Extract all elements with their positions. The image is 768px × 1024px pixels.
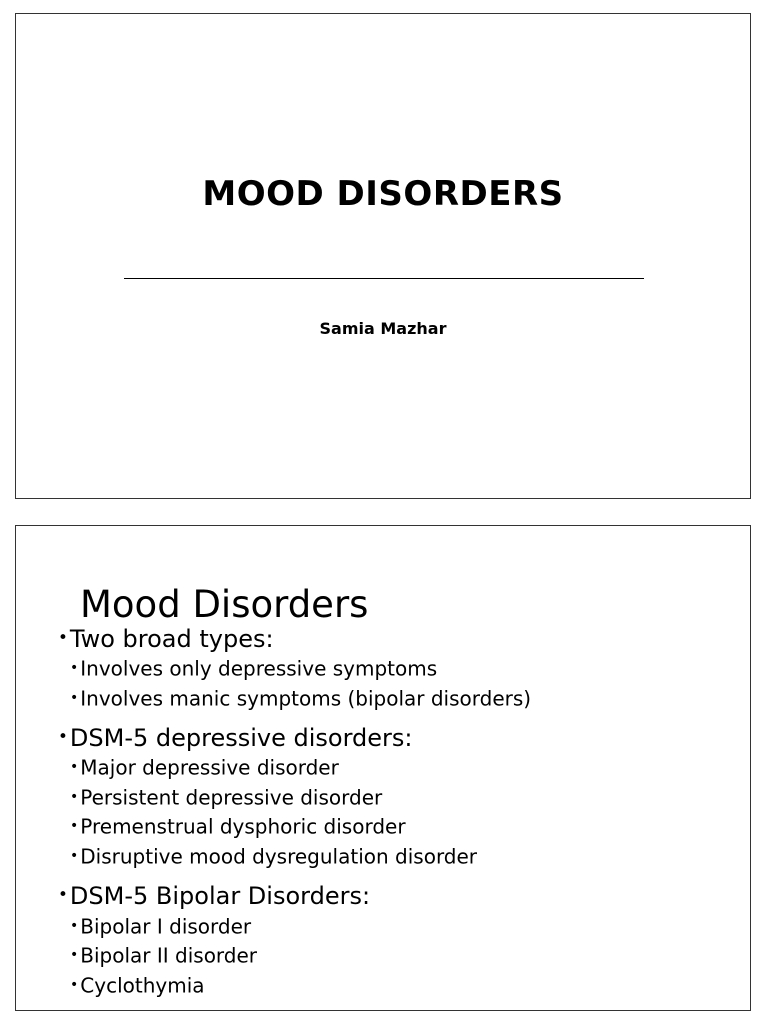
bullet-level2 xyxy=(70,753,531,783)
slide-heading: Mood Disorders xyxy=(80,583,369,626)
bullet-icon: • xyxy=(58,884,68,905)
sub-bullet-list xyxy=(58,912,531,1001)
title-divider xyxy=(124,278,644,279)
bullet-icon: • xyxy=(70,689,79,706)
bullet-group xyxy=(58,879,531,1000)
bullet-text: Involves manic symptoms (bipolar disorders) xyxy=(80,686,532,711)
bullet-level1 xyxy=(58,879,531,911)
bullet-level2 xyxy=(70,912,531,942)
bullet-icon: • xyxy=(70,976,79,993)
title-slide xyxy=(15,13,751,499)
bullet-icon: • xyxy=(70,660,79,677)
bullet-text: DSM-5 depressive disorders: xyxy=(69,724,413,753)
bullet-text: Bipolar II disorder xyxy=(80,943,258,968)
bullet-icon: • xyxy=(70,917,79,934)
bullet-text: Premenstrual dysphoric disorder xyxy=(80,814,406,839)
bullet-icon: • xyxy=(70,759,79,776)
bullet-text: Two broad types: xyxy=(69,625,274,654)
bullet-icon: • xyxy=(58,627,68,647)
bullet-text: Involves only depressive symptoms xyxy=(80,656,438,681)
bullet-group xyxy=(58,622,531,713)
bullet-level2 xyxy=(70,812,531,842)
bullet-icon: • xyxy=(70,947,79,964)
content-slide xyxy=(15,525,751,1011)
bullet-icon: • xyxy=(70,818,79,835)
bullet-icon: • xyxy=(58,726,68,747)
bullet-text: Disruptive mood dysregulation disorder xyxy=(80,844,478,869)
bullet-level1 xyxy=(58,721,531,753)
bullet-level1 xyxy=(58,622,531,654)
bullet-level2 xyxy=(70,783,531,813)
bullet-level2 xyxy=(70,684,531,714)
bullet-icon: • xyxy=(70,847,79,864)
bullet-text: Persistent depressive disorder xyxy=(80,785,383,810)
bullet-level2 xyxy=(70,842,531,872)
bullet-level2 xyxy=(70,654,531,684)
author-name: Samia Mazhar xyxy=(319,319,447,338)
bullet-text: DSM-5 Bipolar Disorders: xyxy=(69,882,371,911)
bullet-outline xyxy=(58,622,531,1000)
bullet-text: Cyclothymia xyxy=(80,973,205,998)
bullet-level2 xyxy=(70,941,531,971)
sub-bullet-list xyxy=(58,654,531,713)
bullet-text: Major depressive disorder xyxy=(80,755,339,780)
bullet-text: Bipolar I disorder xyxy=(80,914,252,939)
sub-bullet-list xyxy=(58,753,531,871)
bullet-icon: • xyxy=(70,788,79,805)
slide-title: MOOD DISORDERS xyxy=(202,174,564,214)
bullet-group xyxy=(58,721,531,871)
bullet-level2 xyxy=(70,971,531,1001)
